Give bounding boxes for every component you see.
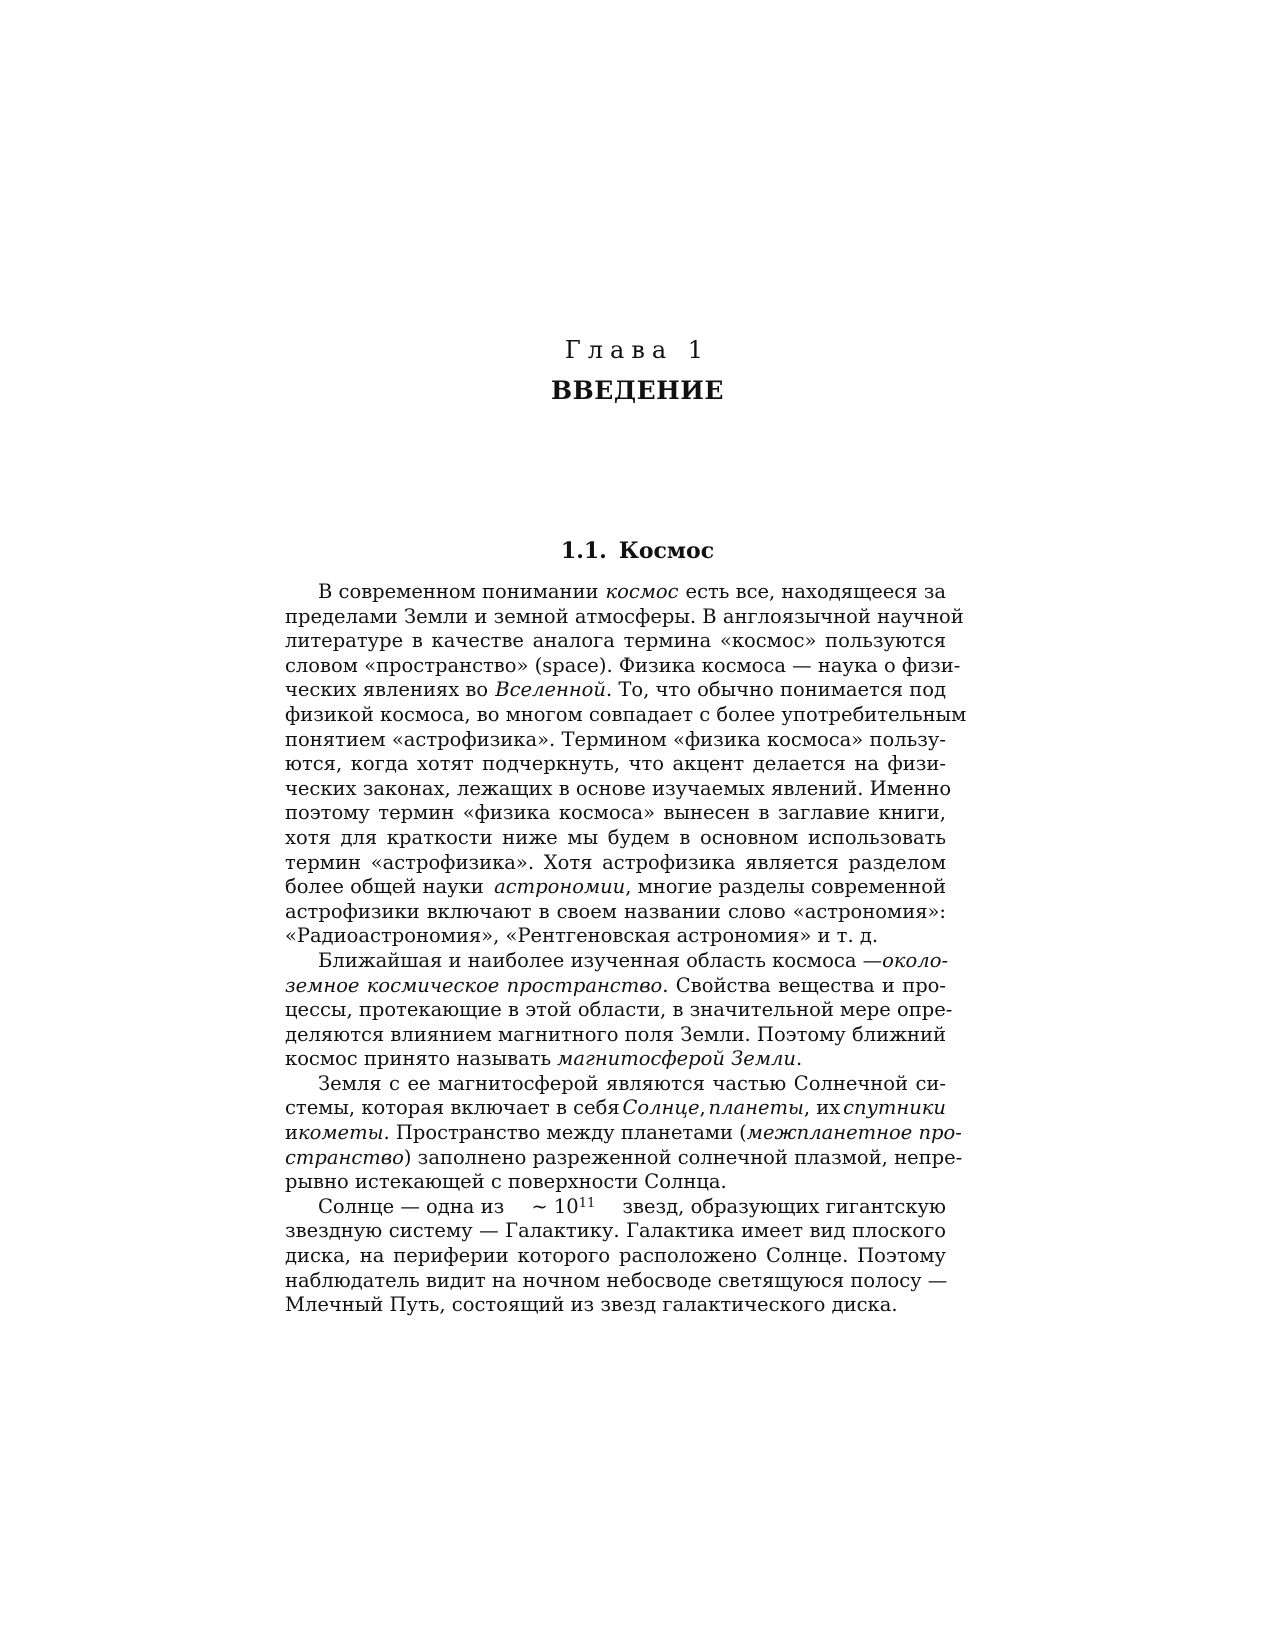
text-run: пределами Земли и земной атмосферы. В англоязычной научной <box>285 604 964 628</box>
text-line <box>285 1072 946 1097</box>
text-line <box>285 1047 946 1072</box>
section-title: Космос <box>618 538 715 564</box>
text-run: . <box>796 1047 803 1071</box>
text-run: Млечный Путь, состоящий из звезд галактического диска. <box>285 1293 898 1317</box>
text-run: ческих явлениях во <box>285 678 489 702</box>
text-run: хотя для краткости ниже мы будем в основном использовать <box>285 825 946 849</box>
text-line <box>285 702 967 728</box>
text-line <box>285 1269 946 1294</box>
text-run: . То, что обычно понимается под <box>605 678 946 702</box>
text-run: более общей науки <box>285 875 484 899</box>
text-run: цессы, протекающие в этой области, в значительной мере опре- <box>285 998 953 1022</box>
text-line <box>285 974 946 999</box>
text-line <box>285 1096 946 1121</box>
text-line <box>285 998 953 1023</box>
section-number: 1.1. <box>560 538 607 564</box>
italic-term: странство <box>285 1145 404 1169</box>
math-value: ~ 10 <box>531 1194 579 1218</box>
text-line <box>285 580 946 605</box>
body-text <box>285 580 967 1318</box>
text-run: термин «астрофизика». Хотя астрофизика является разделом <box>285 850 946 874</box>
text-line <box>285 653 961 679</box>
text-line <box>285 776 952 802</box>
text-line <box>285 875 946 900</box>
text-run: наблюдатель видит на ночном небосводе светящуюся полосу — <box>285 1268 948 1292</box>
text-line <box>285 851 946 876</box>
chapter-label: Глава 1 <box>564 336 711 364</box>
text-run: В современном понимании <box>318 580 599 603</box>
text-line <box>285 1219 946 1244</box>
text-run: ческих законах, лежащих в основе изучаемых явлений. Именно <box>285 776 952 800</box>
text-run: . Свойства вещества и про- <box>662 973 947 997</box>
section-heading <box>0 538 1275 564</box>
text-line <box>285 728 946 753</box>
text-line <box>285 924 946 949</box>
text-line <box>285 1170 946 1195</box>
text-run: звезд, образующих гигантскую <box>622 1194 946 1218</box>
text-run: , <box>699 1096 706 1120</box>
text-line <box>285 1293 946 1318</box>
italic-term: межпланетное про- <box>746 1121 962 1145</box>
text-run: «Радиоастрономия», «Рентгеновская астрономия» и т. д. <box>285 924 879 948</box>
italic-term: спутники <box>843 1096 946 1120</box>
text-line <box>285 826 946 851</box>
text-run: звездную систему — Галактику. Галактика имеет вид плоского <box>285 1219 946 1243</box>
text-line <box>285 1121 962 1146</box>
text-run: деляются влиянием магнитного поля Земли. Поэтому ближний <box>285 1022 947 1046</box>
text-run: понятием «астрофизика». Термином «физика космоса» пользу- <box>285 727 946 751</box>
italic-term: Солнце <box>622 1096 700 1120</box>
text-line <box>285 629 946 654</box>
text-line <box>285 1023 946 1048</box>
text-run: словом «пространство» (space). Физика космоса — наука о физи- <box>285 653 961 677</box>
text-run: и <box>285 1121 298 1145</box>
italic-term: Вселенной <box>495 678 606 702</box>
text-run: . Пространство между планетами ( <box>383 1121 747 1145</box>
text-run: Солнце — одна из <box>318 1194 505 1218</box>
text-run: диска, на периферии которого расположено Солнце. Поэтому <box>285 1244 946 1268</box>
italic-term: магнитосферой Земли <box>557 1047 796 1071</box>
text-run: поэтому термин «физика космоса» вынесен в заглавие книги, <box>285 801 946 825</box>
text-line <box>285 1195 946 1220</box>
text-line <box>285 801 946 826</box>
text-run: есть все, находящееся за <box>685 580 946 603</box>
text-run: ются, когда хотят подчеркнуть, что акцент делается на физи- <box>285 752 946 776</box>
text-run: , их <box>803 1096 841 1120</box>
text-line <box>285 1244 946 1269</box>
text-line <box>285 1145 963 1171</box>
text-run: , многие разделы современной <box>625 875 946 899</box>
chapter-title: ВВЕДЕНИЕ <box>551 376 724 405</box>
text-line <box>285 900 946 925</box>
text-run: астрофизики включают в своем названии слово «астрономия»: <box>285 899 946 923</box>
text-run: стемы, которая включает в себя <box>285 1096 620 1120</box>
italic-term: около- <box>882 948 949 972</box>
text-line <box>285 752 946 777</box>
italic-term: кометы <box>298 1121 384 1145</box>
text-run: Ближайшая и наиболее изученная область космоса — <box>318 948 883 972</box>
text-run: физикой космоса, во многом совпадает с более употребительным <box>285 702 967 726</box>
text-run: Земля с ее магнитосферой являются частью Солнечной си- <box>318 1071 946 1095</box>
text-line <box>285 678 946 703</box>
italic-term: астрономии <box>494 875 626 899</box>
italic-term: космос <box>605 580 679 603</box>
math-exponent: 11 <box>578 1195 596 1211</box>
text-run: космос принято называть <box>285 1047 552 1071</box>
text-run: ) заполнено разреженной солнечной плазмой, непре- <box>403 1145 963 1169</box>
italic-term: планеты <box>708 1096 804 1120</box>
text-run: литературе в качестве аналога термина «космос» пользуются <box>285 629 946 653</box>
text-line <box>285 948 949 974</box>
text-line <box>285 604 964 630</box>
italic-term: земное космическое пространство <box>285 973 663 997</box>
text-run: рывно истекающей с поверхности Солнца. <box>285 1170 727 1194</box>
